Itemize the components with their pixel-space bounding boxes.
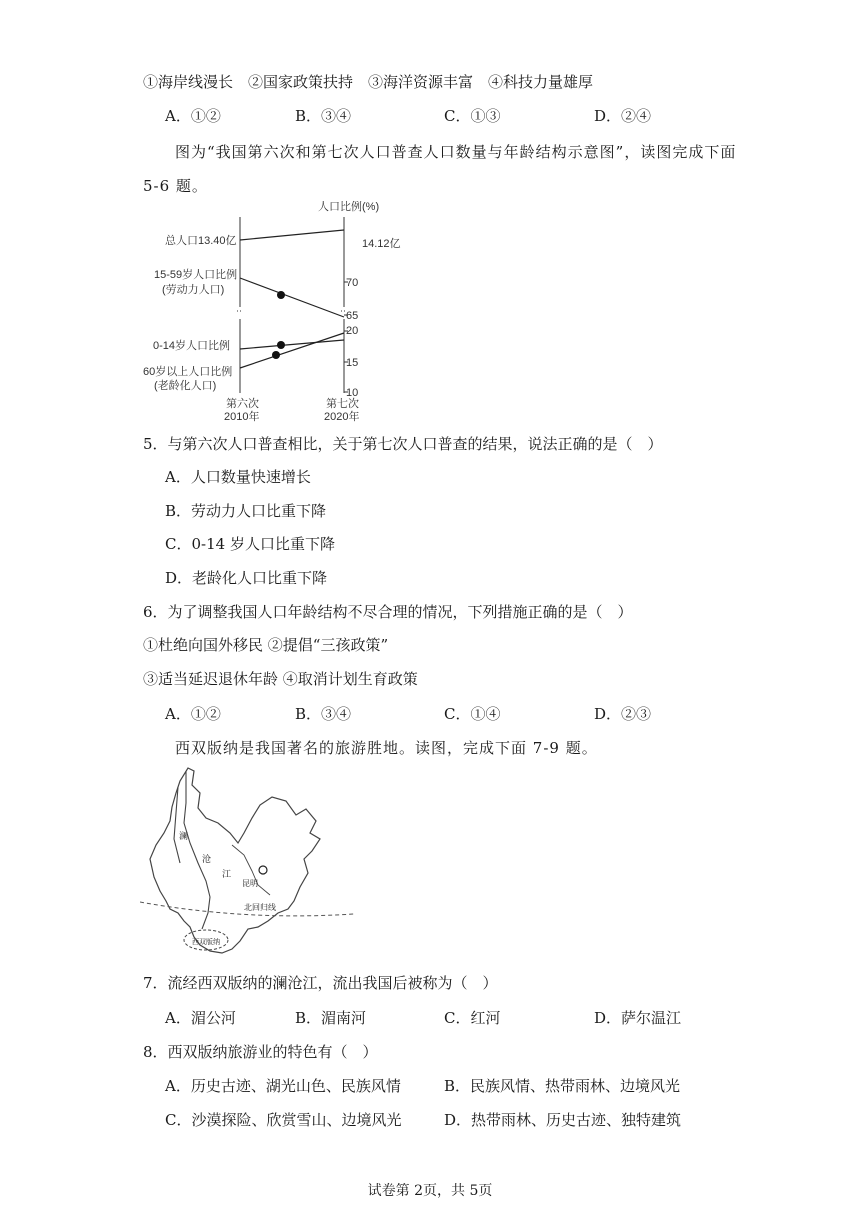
series-line-elder xyxy=(240,333,344,368)
q6-option-b[interactable]: B．③④ xyxy=(295,705,352,723)
series-line-labor xyxy=(240,278,344,317)
label-elder-1: 60岁以上人口比例 xyxy=(143,366,233,378)
x-label-right-1: 第七次 xyxy=(326,398,359,410)
q4-option-d[interactable]: D．②④ xyxy=(594,107,652,125)
intro-7-9: 西双版纳是我国著名的旅游胜地。读图，完成下面 7-9 题。 xyxy=(175,739,598,757)
q4-option-a[interactable]: A．①② xyxy=(165,107,221,125)
city-label-kunming: 昆明 xyxy=(242,879,258,888)
tick-label-10: 10 xyxy=(346,387,359,399)
label-total-left: 总人口13.40亿 xyxy=(165,235,237,247)
tick-label-20: 20 xyxy=(346,325,359,337)
population-chart xyxy=(140,195,410,425)
q6-option-a[interactable]: A．①② xyxy=(165,705,221,723)
tick-label-65: 65 xyxy=(346,310,359,322)
river-label-cang: 沧 xyxy=(202,854,212,864)
x-label-left-1: 第六次 xyxy=(226,398,259,410)
q6-items-line2: ③适当延迟退休年龄 ④取消计划生育政策 xyxy=(143,670,418,688)
tropic-label: 北回归线 xyxy=(244,903,276,912)
q7-stem: 7．流经西双版纳的澜沧江，流出我国后被称为（ ） xyxy=(143,974,498,992)
tick-label-70: 70 xyxy=(346,277,359,289)
q6-option-d[interactable]: D．②③ xyxy=(594,705,652,723)
q4-option-c[interactable]: C．①③ xyxy=(444,107,501,125)
lancang-river xyxy=(184,771,210,929)
q7-option-b[interactable]: B．湄南河 xyxy=(295,1009,367,1027)
q5-option-b[interactable]: B．劳动力人口比重下降 xyxy=(165,502,327,520)
river-label-lan: 澜 xyxy=(179,831,189,841)
q6-stem: 6．为了调整我国人口年龄结构不尽合理的情况，下列措施正确的是（ ） xyxy=(143,603,633,621)
q7-option-d[interactable]: D．萨尔温江 xyxy=(594,1009,682,1027)
label-child: 0-14岁人口比例 xyxy=(153,340,231,352)
label-total-right: 14.12亿 xyxy=(362,238,401,250)
q8-option-d[interactable]: D．热带雨林、历史古迹、独特建筑 xyxy=(444,1111,682,1129)
q8-option-a[interactable]: A．历史古迹、湖光山色、民族风情 xyxy=(165,1077,401,1095)
chart-title: 人口比例(%) xyxy=(318,201,380,213)
yunnan-map xyxy=(140,763,360,963)
q7-option-c[interactable]: C．红河 xyxy=(444,1009,501,1027)
q6-items-line1: ①杜绝向国外移民 ②提倡“三孩政策” xyxy=(143,636,389,654)
label-labor-1: 15-59岁人口比例 xyxy=(154,269,238,281)
q5-option-c[interactable]: C．0-14 岁人口比重下降 xyxy=(165,535,335,553)
q4-statement-items: ①海岸线漫长 ②国家政策扶持 ③海洋资源丰富 ④科技力量雄厚 xyxy=(143,73,594,91)
q8-option-c[interactable]: C．沙漠探险、欣赏雪山、边境风光 xyxy=(165,1111,402,1129)
label-labor-2: (劳动力人口) xyxy=(162,284,225,296)
region-label-xishuangbanna: 西双版纳 xyxy=(192,939,220,946)
tick-label-15: 15 xyxy=(346,357,359,369)
series-line-total xyxy=(240,230,344,240)
intro-5-6-line1: 图为“我国第六次和第七次人口普查人口数量与年龄结构示意图”，读图完成下面 xyxy=(175,143,737,161)
q8-stem: 8．西双版纳旅游业的特色有（ ） xyxy=(143,1043,378,1061)
q6-option-c[interactable]: C．①④ xyxy=(444,705,501,723)
q5-option-d[interactable]: D．老龄化人口比重下降 xyxy=(165,569,328,587)
x-label-right-2: 2020年 xyxy=(324,411,360,423)
q8-option-b[interactable]: B．民族风情、热带雨林、边境风光 xyxy=(444,1077,681,1095)
q5-stem: 5．与第六次人口普查相比，关于第七次人口普查的结果，说法正确的是（ ） xyxy=(143,435,663,453)
series-line-child xyxy=(240,340,344,349)
kunming-marker xyxy=(259,866,267,874)
x-label-left-2: 2010年 xyxy=(224,411,260,423)
labor-point xyxy=(277,291,285,299)
page-footer: 试卷第 2页，共 5页 xyxy=(367,1183,493,1199)
province-outline xyxy=(150,768,320,953)
q5-option-a[interactable]: A．人口数量快速增长 xyxy=(165,468,311,486)
river-label-jiang: 江 xyxy=(222,869,232,879)
q4-option-b[interactable]: B．③④ xyxy=(295,107,352,125)
child-point xyxy=(277,341,285,349)
elder-point xyxy=(272,351,280,359)
label-elder-2: (老龄化人口) xyxy=(154,380,217,392)
q7-option-a[interactable]: A．湄公河 xyxy=(165,1009,236,1027)
intro-5-6-line2: 5-6 题。 xyxy=(143,177,208,195)
